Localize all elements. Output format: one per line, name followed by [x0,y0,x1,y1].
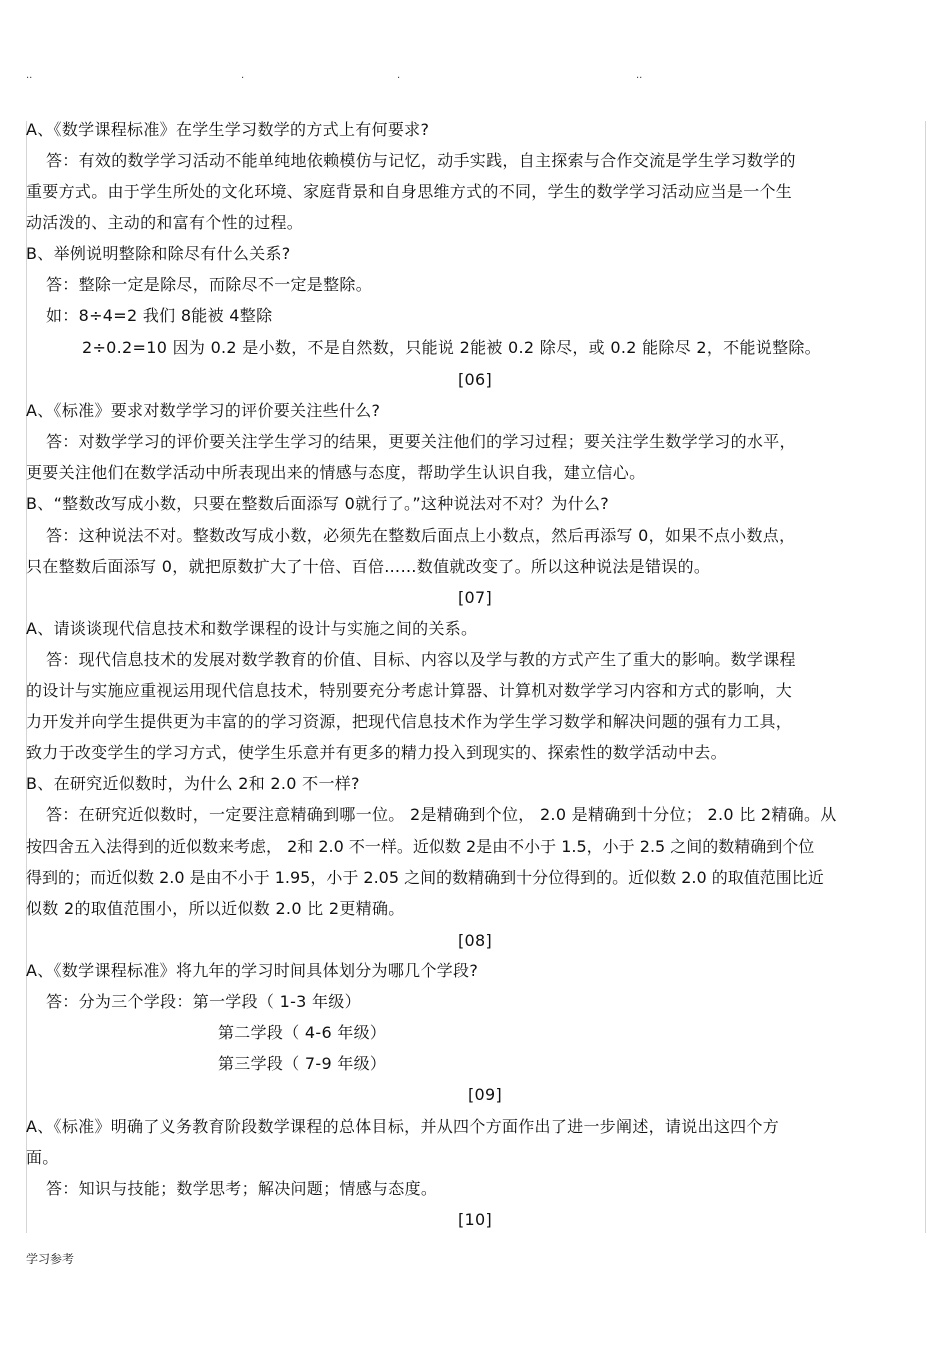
question-line: 面。 [26,1148,59,1167]
answer-line: 答：对数学学习的评价要关注学生学习的结果，更要关注他们的学习过程；要关注学生数学学习的水平， [46,432,796,451]
answer-line: 答：这种说法不对。整数改写成小数，必须先在整数后面点上小数点，然后再添写 0，如果不点小数点， [46,526,796,545]
question-a-information-technology: A、请谈谈现代信息技术和数学课程的设计与实施之间的关系。 [26,619,478,638]
section-number-10: [10] [457,1210,493,1229]
answer-line: 答：在研究近似数时，一定要注意精确到哪一位。 2是精确到个位， 2.0 是精确到十分位； 2.0 比 2精确。从 [46,805,837,824]
header-dots-4: .. [636,70,643,81]
answer-line: 只在整数后面添写 0，就把原数扩大了十倍、百倍……数值就改变了。所以这种说法是错误的。 [26,557,711,576]
section-number-07: [07] [457,588,493,607]
header-dots-3: . [397,70,401,81]
answer-line: 更要关注他们在数学活动中所表现出来的情感与态度，帮助学生认识自我，建立信心。 [26,463,646,482]
answer-line: 答：知识与技能；数学思考；解决问题；情感与态度。 [46,1179,438,1198]
question-a-evaluation: A、《标准》要求对数学学习的评价要关注些什么? [26,401,381,420]
answer-line: 答：分为三个学段：第一学段（ 1-3 年级） [46,992,361,1011]
section-number-06: [06] [457,370,493,389]
answer-line: 力开发并向学生提供更为丰富的的学习资源，把现代信息技术作为学生学习数学和解决问题的强有力工具， [26,712,793,731]
header-dots-1: .. [26,70,33,81]
question-a-overall-goals: A、《标准》明确了义务教育阶段数学课程的总体目标，并从四个方面作出了进一步阐述，请说出这四个方 [26,1117,780,1136]
answer-line: 的设计与实施应重视运用现代信息技术，特别要充分考虑计算器、计算机对数学学习内容和方式的影响，大 [26,681,793,700]
page-footer: 学习参考 [26,1252,75,1266]
answer-line: 答：现代信息技术的发展对数学教育的价值、目标、内容以及学与教的方式产生了重大的影响。数学课程 [46,650,796,669]
answer-line: 致力于改变学生的学习方式，使学生乐意并有更多的精力投入到现实的、探索性的数学活动中去。 [26,743,727,762]
answer-line: 答：有效的数学学习活动不能单纯地依赖模仿与记忆，动手实践，自主探索与合作交流是学生学习数学的 [46,151,796,170]
question-a-learning-stages: A、《数学课程标准》将九年的学习时间具体划分为哪几个学段? [26,961,479,980]
question-b-integer-to-decimal: B、“整数改写成小数，只要在整数后面添写 0就行了。”这种说法对不对？为什么? [26,494,610,513]
answer-line: 第三学段（ 7-9 年级） [218,1054,387,1073]
question-b-approximate-numbers: B、在研究近似数时，为什么 2和 2.0 不一样? [26,774,360,793]
question-b-divisible: B、举例说明整除和除尽有什么关系? [26,244,291,263]
question-a-learning-methods: A、《数学课程标准》在学生学习数学的方式上有何要求? [26,120,430,139]
answer-line: 重要方式。由于学生所处的文化环境、家庭背景和自身思维方式的不同，学生的数学学习活动应当是一个生 [26,182,793,201]
answer-line: 第二学段（ 4-6 年级） [218,1023,387,1042]
example-line: 如：8÷4=2 我们 8能被 4整除 [46,306,273,325]
answer-line: 得到的；而近似数 2.0 是由不小于 1.95，小于 2.05 之间的数精确到十分位得到的。近似数 2.0 的取值范围比近 [26,868,824,887]
answer-line: 按四舍五入法得到的近似数来考虑， 2和 2.0 不一样。近似数 2是由不小于 1.5，小于 2.5 之间的数精确到个位 [26,837,815,856]
section-number-08: [08] [457,931,493,950]
header-dots-2: . [241,70,245,81]
answer-line: 似数 2的取值范围小，所以近似数 2.0 比 2更精确。 [26,899,405,918]
answer-line: 动活泼的、主动的和富有个性的过程。 [26,213,304,232]
section-number-09: [09] [467,1085,503,1104]
answer-line: 答：整除一定是除尽，而除尽不一定是整除。 [46,275,373,294]
example-line: 2÷0.2=10 因为 0.2 是小数，不是自然数，只能说 2能被 0.2 除尽，或 0.2 能除尽 2，不能说整除。 [82,338,821,357]
